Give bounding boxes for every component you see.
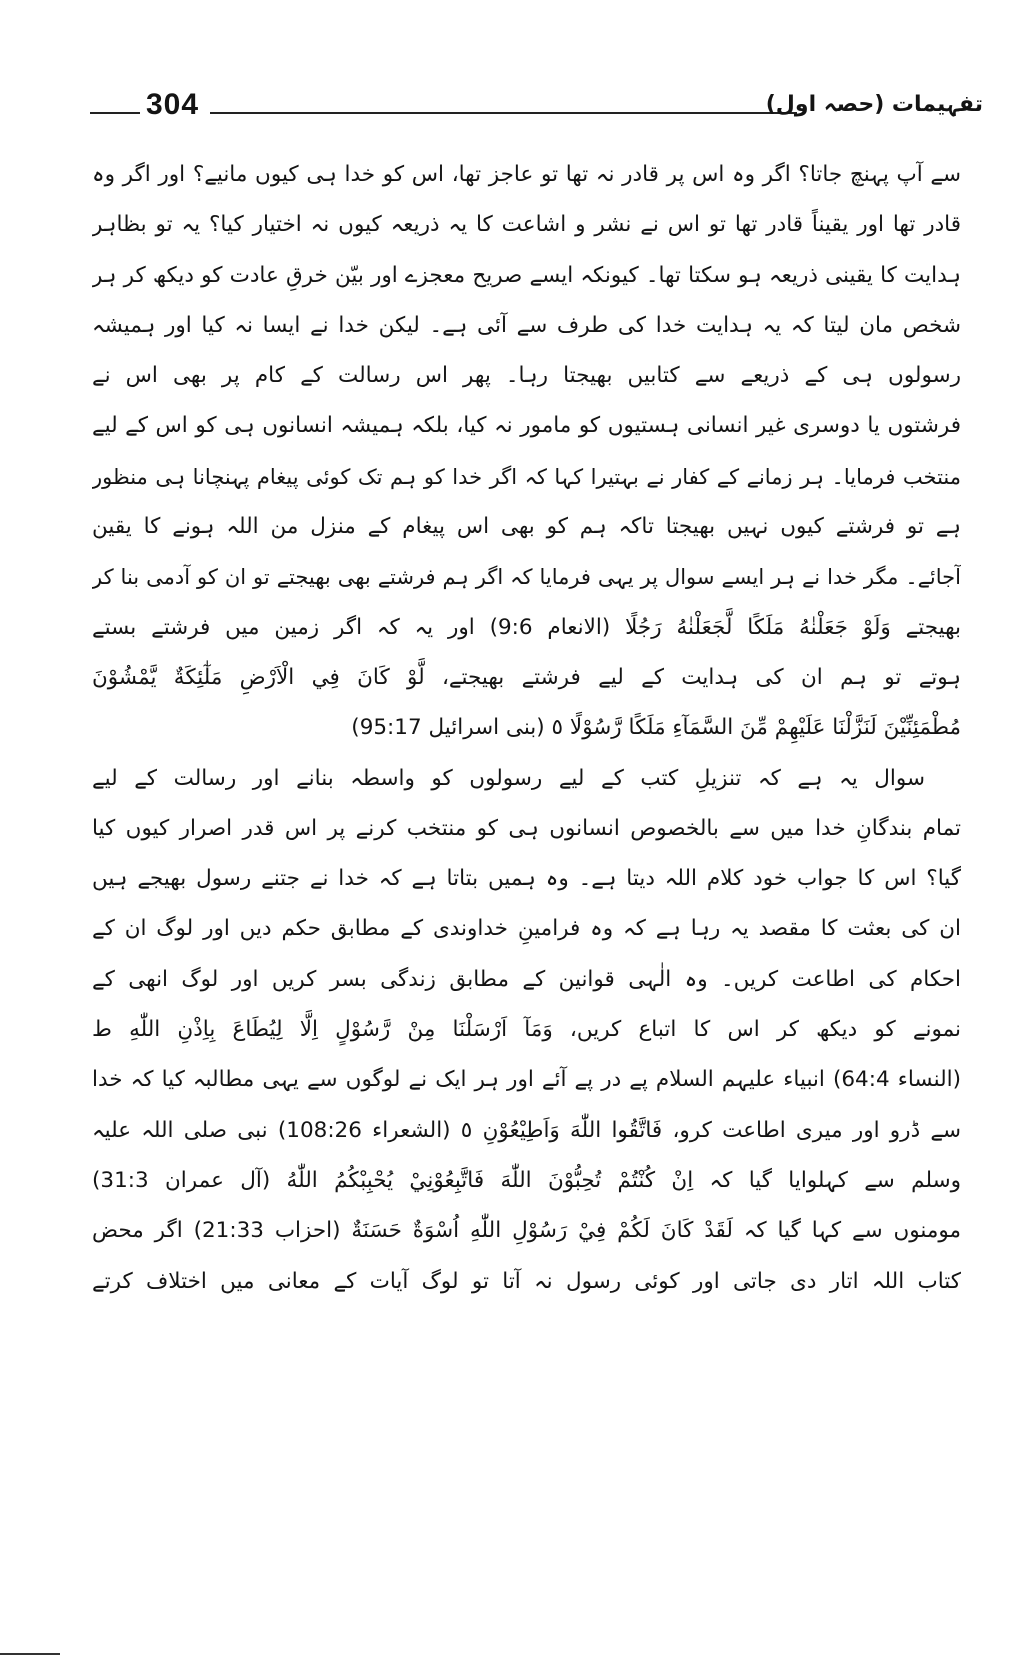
text-line: آجائے۔ مگر خدا نے ہر ایسے سوال پر یہی فرمایا کہ اگر ہم فرشتے بھی بھیجتے تو ان کو آدمی بنا کر [92, 565, 961, 590]
text-line: وسلم سے کہلوایا گیا کہ اِنْ كُنْتُمْ تُحِبُّوْنَ اللّٰهَ فَاتَّبِعُوْنِيْ يُحْبِبْكُمُ اللّٰهُ (آل عمران 31:3) [92, 1167, 961, 1193]
page-number: 304 [146, 88, 200, 121]
text-line: بھیجتے وَلَوْ جَعَلْنٰهُ مَلَكًا لَّجَعَلْنٰهُ رَجُلًا (الانعام 9:6) اور یہ کہ اگر زمین میں فرشتے بستے [92, 614, 961, 640]
text-line: شخص مان لیتا کہ یہ ہدایت خدا کی طرف سے آئی ہے۔ لیکن خدا نے ایسا نہ کیا اور ہمیشہ [92, 312, 961, 338]
text-line: کتاب اللہ اتار دی جاتی اور کوئی رسول نہ آتا تو لوگ آیات کے معانی میں اختلاف کرتے [92, 1268, 961, 1294]
running-head-title: تفہیمات (حصہ اول) [765, 92, 983, 117]
text-line: مُطْمَئِنِّيْنَ لَنَزَّلْنَا عَلَيْهِمْ مِّنَ السَّمَآءِ مَلَكًا رَّسُوْلًا ٥ (بنی اسرائیل 95:17) [351, 715, 961, 741]
text-line: ہے تو فرشتے کیوں نہیں بھیجتا تاکہ ہم کو بھی اس پیغام کے منزل من اللہ ہونے کا یقین [92, 514, 961, 540]
text-line: احکام کی اطاعت کریں۔ وہ الٰہی قوانین کے مطابق زندگی بسر کریں اور لوگ انھی کے [92, 966, 961, 992]
text-line: تمام بندگانِ خدا میں سے بالخصوص انسانوں ہی کو منتخب کرنے پر اس قدر اصرار کیوں کیا [92, 815, 961, 841]
text-line: مومنوں سے کہا گیا کہ لَقَدْ كَانَ لَكُمْ فِيْ رَسُوْلِ اللّٰهِ اُسْوَةٌ حَسَنَةٌ (احزاب 21:33) اگر محض [92, 1218, 961, 1244]
header-rule-left [90, 112, 140, 114]
text-line: ہدایت کا یقینی ذریعہ ہو سکتا تھا۔ کیونکہ ایسے صریح معجزے اور بیّن خرقِ عادت کو دیکھ کر ہر [92, 262, 961, 288]
footer-rule [0, 1653, 60, 1655]
text-line: سے ڈرو اور میری اطاعت کرو، فَاتَّقُوا اللّٰهَ وَاَطِيْعُوْنِ ٥ (الشعراء 108:26) نبی صلی اللہ علیہ [92, 1117, 961, 1143]
page-header [88, 88, 983, 132]
text-line: (النساء 64:4) انبیاء علیہم السلام پے در پے آئے اور ہر ایک نے لوگوں سے یہی مطالبہ کیا کہ خدا [92, 1067, 961, 1093]
text-line: قادر تھا اور یقیناً قادر تھا تو اس نے نشر و اشاعت کا یہ ذریعہ کیوں نہ اختیار کیا؟ یہ تو بظاہر [92, 212, 961, 238]
text-line: ان کی بعثت کا مقصد یہ رہا ہے کہ وہ فرامینِ خداوندی کے مطابق حکم دیں اور لوگ ان کے [92, 916, 961, 942]
text-line: ہوتے تو ہم ان کی ہدایت کے لیے فرشتے بھیجتے، لَّوْ كَانَ فِي الْاَرْضِ مَلٰٓئِكَةٌ يَّمْشُوْنَ [92, 664, 961, 690]
text-line: رسولوں ہی کے ذریعے سے کتابیں بھیجتا رہا۔ پھر اس رسالت کے کام پر بھی اس نے [92, 363, 961, 389]
text-line: فرشتوں یا دوسری غیر انسانی ہستیوں کو مامور نہ کیا، بلکہ ہمیشہ انسانوں ہی کو اس کے لیے [92, 413, 961, 439]
paragraph-start-line: سوال یہ ہے کہ تنزیلِ کتب کے لیے رسولوں کو واسطہ بنانے اور رسالت کے لیے [92, 765, 925, 791]
text-line: منتخب فرمایا۔ ہر زمانے کے کفار نے بہتیرا کہا کہ اگر خدا کو ہم تک کوئی پیغام پہنچانا ہی منظور [92, 464, 961, 489]
text-line: گیا؟ اس کا جواب خود کلام اللہ دیتا ہے۔ وہ ہمیں بتاتا ہے کہ خدا نے جتنے رسول بھیجے ہیں [92, 866, 961, 892]
body-text [92, 150, 961, 1307]
text-line: سے آپ پہنچ جاتا؟ اگر وہ اس پر قادر نہ تھا تو عاجز تھا، اس کو خدا ہی کیوں مانیے؟ اور اگر وہ [92, 162, 961, 187]
text-line: نمونے کو دیکھ کر اس کا اتباع کریں، وَمَآ اَرْسَلْنَا مِنْ رَّسُوْلٍ اِلَّا لِيُطَاعَ بِاِذْنِ اللّٰهِ ط [92, 1017, 961, 1043]
header-rule-middle [210, 112, 797, 114]
